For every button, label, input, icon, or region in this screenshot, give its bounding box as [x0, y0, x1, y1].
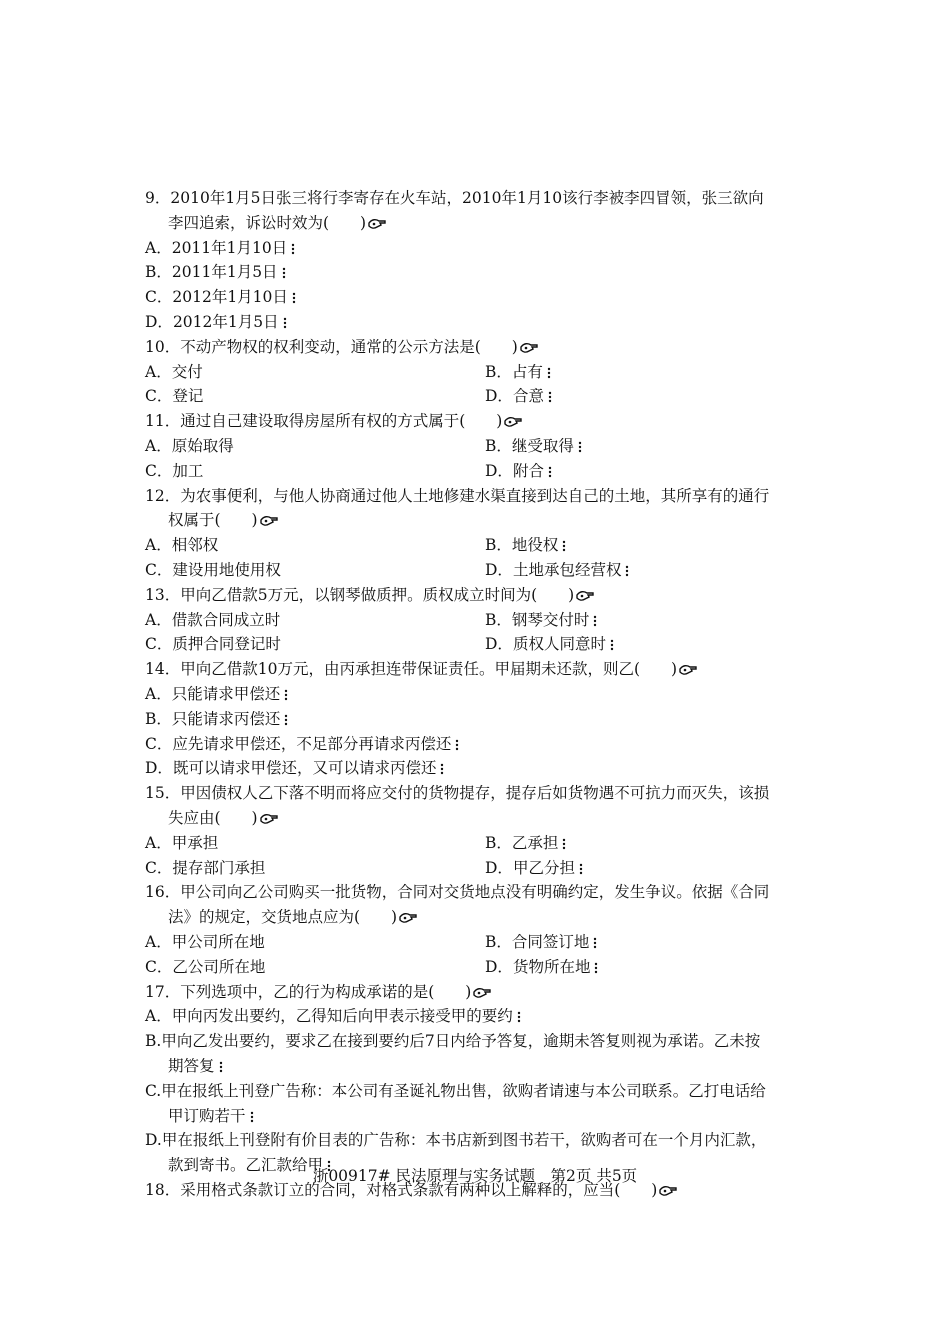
option-text-continued: 款到寄书。乙汇款给甲	[168, 1156, 324, 1175]
option-letter: C．	[145, 561, 173, 579]
question-stem-continued	[168, 508, 838, 533]
option-text: 货物所在地	[512, 957, 591, 976]
colon-dots-icon	[546, 465, 554, 479]
option-text: 加工	[172, 461, 204, 480]
option-row	[145, 558, 815, 583]
colon-dots-icon	[576, 440, 584, 454]
hand-pointer-icon	[473, 987, 491, 999]
option-text: 占有	[511, 362, 543, 381]
option-letter: A．	[145, 833, 172, 852]
option-text: 交付	[171, 362, 203, 381]
option-letter: A．	[145, 1007, 172, 1026]
option-text: 合同签订地	[511, 933, 590, 951]
option-row	[145, 360, 815, 385]
option-row-continued	[168, 1054, 838, 1079]
option	[485, 632, 616, 657]
option-text: 甲在报纸上刊登广告称：本公司有圣诞礼物出售，欲购者请速与本公司联系。乙打电话给	[161, 1081, 766, 1100]
option-text: 土地承包经营权	[512, 561, 622, 579]
option-letter: B．	[485, 610, 512, 629]
option	[145, 635, 281, 653]
option-letter: D．	[485, 957, 513, 976]
option-letter: B．	[485, 933, 512, 951]
option	[485, 434, 584, 459]
page-footer: 浙00917# 民法原理与实务试题 第2页 共5页	[312, 1167, 638, 1185]
question-stem	[145, 484, 815, 509]
option	[145, 437, 234, 455]
colon-dots-icon	[290, 291, 298, 305]
option	[485, 930, 599, 955]
question-stem-continued	[168, 905, 838, 930]
option-text: 登记	[172, 387, 204, 406]
option-row	[145, 384, 815, 409]
option-row	[145, 856, 815, 881]
option-text: 质押合同登记时	[172, 635, 281, 654]
question-stem-continued	[168, 806, 838, 831]
option	[145, 462, 203, 480]
option-letter: D．	[145, 313, 173, 331]
question-text-continued: 权属于( )	[168, 511, 258, 530]
question-text-continued: 李四追索，诉讼时效为( )	[168, 213, 367, 232]
option-row	[145, 682, 815, 707]
colon-dots-icon	[453, 738, 461, 752]
option-row	[145, 1079, 815, 1104]
question-text: 甲向乙借款5万元，以钢琴做质押。质权成立时间为( )	[180, 585, 575, 604]
option-text: 附合	[512, 461, 544, 480]
option	[485, 459, 554, 484]
question-text-continued: 失应由( )	[168, 809, 258, 827]
question-text: 2010年1月5日张三将行李寄存在火车站，2010年1月10该行李被李四冒领，张三欲向	[170, 189, 764, 207]
option	[145, 611, 280, 629]
option-letter: A．	[145, 437, 172, 455]
option-text: 只能请求甲偿还	[171, 685, 281, 703]
question-number: 9．	[145, 189, 171, 207]
hand-pointer-icon	[260, 813, 278, 825]
option-text: 继受取得	[511, 437, 574, 455]
option-row	[145, 260, 815, 285]
option	[145, 933, 265, 951]
question-text: 不动产物权的权利变动，通常的公示方法是( )	[180, 337, 518, 356]
hand-pointer-icon	[679, 664, 697, 676]
option	[485, 608, 599, 633]
option-letter: C．	[145, 461, 173, 480]
question-text: 为农事便利，与他人协商通过他人土地修建水渠直接到达自己的土地，其所享有的通行	[180, 486, 770, 505]
option-text: 甲向乙发出要约，要求乙在接到要约后7日内给予答复，逾期未答复则视为承诺。乙未按	[161, 1032, 761, 1051]
option-text: 合意	[512, 387, 544, 406]
question-stem	[145, 781, 815, 806]
option-row	[145, 632, 815, 657]
option-text-continued: 甲订购若干	[168, 1106, 246, 1125]
colon-dots-icon	[438, 762, 446, 776]
colon-dots-icon	[560, 539, 568, 553]
option-letter: B．	[145, 709, 172, 728]
question-text-continued: 法》的规定，交货地点应为( )	[168, 908, 398, 927]
option-text: 质权人同意时	[512, 635, 606, 654]
option-letter: C.	[145, 1081, 162, 1100]
hand-pointer-icon	[504, 416, 522, 428]
option-text: 借款合同成立时	[171, 610, 281, 629]
option-letter: D.	[145, 1131, 162, 1150]
question-number: 18．	[145, 1181, 181, 1199]
question-stem	[145, 186, 815, 211]
option	[145, 536, 218, 554]
option-text: 原始取得	[171, 437, 234, 455]
question-number: 10．	[145, 337, 181, 356]
option-letter: C．	[145, 288, 173, 307]
option-row	[145, 459, 815, 484]
option-text: 2012年1月5日	[172, 313, 279, 331]
question-stem	[145, 880, 815, 905]
colon-dots-icon	[281, 316, 289, 330]
option	[145, 387, 203, 405]
hand-pointer-icon	[368, 218, 386, 230]
option	[145, 859, 265, 877]
option-letter: A．	[145, 238, 172, 257]
option-text: 提存部门承担	[172, 858, 266, 877]
option-letter: C．	[145, 635, 173, 654]
option-letter: D．	[485, 561, 513, 579]
option-row	[145, 1029, 815, 1054]
option-text: 2011年1月5日	[171, 263, 278, 282]
option-row	[145, 310, 815, 335]
option-text: 甲在报纸上刊登附有价目表的广告称：本书店新到图书若干，欲购者可在一个月内汇款，	[161, 1131, 767, 1150]
option-letter: B．	[485, 437, 512, 455]
question-stem-continued	[168, 211, 838, 236]
option-letter: D．	[485, 461, 513, 480]
option-letter: D．	[485, 635, 513, 654]
question-stem	[145, 980, 815, 1005]
hand-pointer-icon	[520, 342, 538, 354]
colon-dots-icon	[289, 242, 297, 256]
option-text: 甲乙分担	[512, 858, 575, 877]
question-number: 12．	[145, 486, 181, 505]
option-text: 乙公司所在地	[172, 957, 266, 976]
option	[485, 533, 568, 558]
option-letter: D．	[485, 858, 513, 877]
question-stem	[145, 409, 815, 434]
option	[485, 955, 600, 980]
option-text: 钢琴交付时	[511, 610, 590, 629]
option	[145, 958, 265, 976]
option-letter: B．	[485, 833, 512, 852]
option-text: 乙承担	[511, 833, 559, 852]
colon-dots-icon	[623, 564, 631, 578]
option	[145, 834, 218, 852]
question-stem	[145, 583, 815, 608]
option	[145, 363, 203, 381]
option-letter: C．	[145, 387, 173, 406]
option-letter: A．	[145, 610, 172, 629]
question-number: 13．	[145, 585, 181, 604]
option-row-continued	[168, 1104, 838, 1129]
option-letter: A．	[145, 362, 172, 381]
question-number: 11．	[145, 412, 181, 431]
hand-pointer-icon	[576, 590, 594, 602]
option-letter: A．	[145, 685, 172, 703]
colon-dots-icon	[217, 1060, 225, 1074]
option-letter: B．	[485, 362, 512, 381]
option-text: 建设用地使用权	[172, 561, 281, 579]
option-letter: A．	[145, 536, 172, 555]
hand-pointer-icon	[399, 912, 417, 924]
question-number: 15．	[145, 784, 181, 803]
option-row	[145, 1128, 815, 1153]
option-row	[145, 930, 815, 955]
option-letter: B．	[145, 263, 172, 282]
option-text: 地役权	[511, 536, 559, 555]
question-text: 采用格式条款订立的合同，对格式条款有两种以上解释的，应当( )	[180, 1181, 658, 1199]
option-row	[145, 707, 815, 732]
option-letter: A．	[145, 933, 172, 951]
colon-dots-icon	[591, 614, 599, 628]
question-text: 甲公司向乙公司购买一批货物，合同对交货地点没有明确约定，发生争议。依据《合同	[180, 883, 770, 902]
option-row	[145, 1004, 815, 1029]
question-text: 甲因债权人乙下落不明而将应交付的货物提存，提存后如货物遇不可抗力而灭失，该损	[180, 784, 770, 803]
option	[485, 831, 568, 856]
option-text-continued: 期答复	[168, 1057, 215, 1075]
option-letter: C．	[145, 734, 173, 753]
hand-pointer-icon	[260, 515, 278, 527]
option-letter: C．	[145, 858, 173, 877]
option-letter: C．	[145, 957, 173, 976]
option-letter: D．	[485, 387, 513, 406]
option-row	[145, 533, 815, 558]
question-number: 16．	[145, 883, 181, 902]
colon-dots-icon	[546, 390, 554, 404]
option-row	[145, 434, 815, 459]
colon-dots-icon	[282, 688, 290, 702]
question-text: 下列选项中，乙的行为构成承诺的是( )	[180, 982, 472, 1001]
option-text: 甲承担	[171, 833, 219, 852]
colon-dots-icon	[545, 366, 553, 380]
option-text: 甲公司所在地	[171, 933, 265, 951]
question-text: 通过自己建设取得房屋所有权的方式属于( )	[180, 412, 503, 431]
question-number: 17．	[145, 982, 181, 1001]
option-text: 应先请求甲偿还，不足部分再请求丙偿还	[172, 734, 452, 753]
question-stem	[145, 657, 815, 682]
option	[485, 360, 553, 385]
option-text: 相邻权	[171, 536, 219, 555]
option-text: 既可以请求甲偿还，又可以请求丙偿还	[172, 759, 437, 778]
option-row	[145, 831, 815, 856]
colon-dots-icon	[515, 1010, 523, 1024]
colon-dots-icon	[592, 961, 600, 975]
colon-dots-icon	[280, 266, 288, 280]
option-row	[145, 955, 815, 980]
option	[485, 558, 631, 583]
colon-dots-icon	[282, 713, 290, 727]
option	[485, 384, 554, 409]
option	[145, 561, 281, 579]
question-number: 14．	[145, 660, 181, 679]
option-row	[145, 285, 815, 310]
option-text: 甲向丙发出要约，乙得知后向甲表示接受甲的要约	[171, 1007, 513, 1026]
option	[485, 856, 585, 881]
option-row	[145, 756, 815, 781]
colon-dots-icon	[248, 1110, 256, 1124]
colon-dots-icon	[560, 837, 568, 851]
option-letter: B.	[145, 1032, 162, 1051]
option-row	[145, 236, 815, 261]
colon-dots-icon	[577, 862, 585, 876]
option-text: 只能请求丙偿还	[171, 709, 281, 728]
option-text: 2012年1月10日	[172, 288, 288, 307]
question-stem	[145, 335, 815, 360]
option-text: 2011年1月10日	[171, 238, 288, 257]
option-row	[145, 608, 815, 633]
question-text: 甲向乙借款10万元，由丙承担连带保证责任。甲届期未还款，则乙( )	[180, 660, 678, 679]
option-row	[145, 732, 815, 757]
colon-dots-icon	[591, 936, 599, 950]
colon-dots-icon	[608, 638, 616, 652]
option-letter: B．	[485, 536, 512, 555]
option-letter: D．	[145, 759, 173, 778]
